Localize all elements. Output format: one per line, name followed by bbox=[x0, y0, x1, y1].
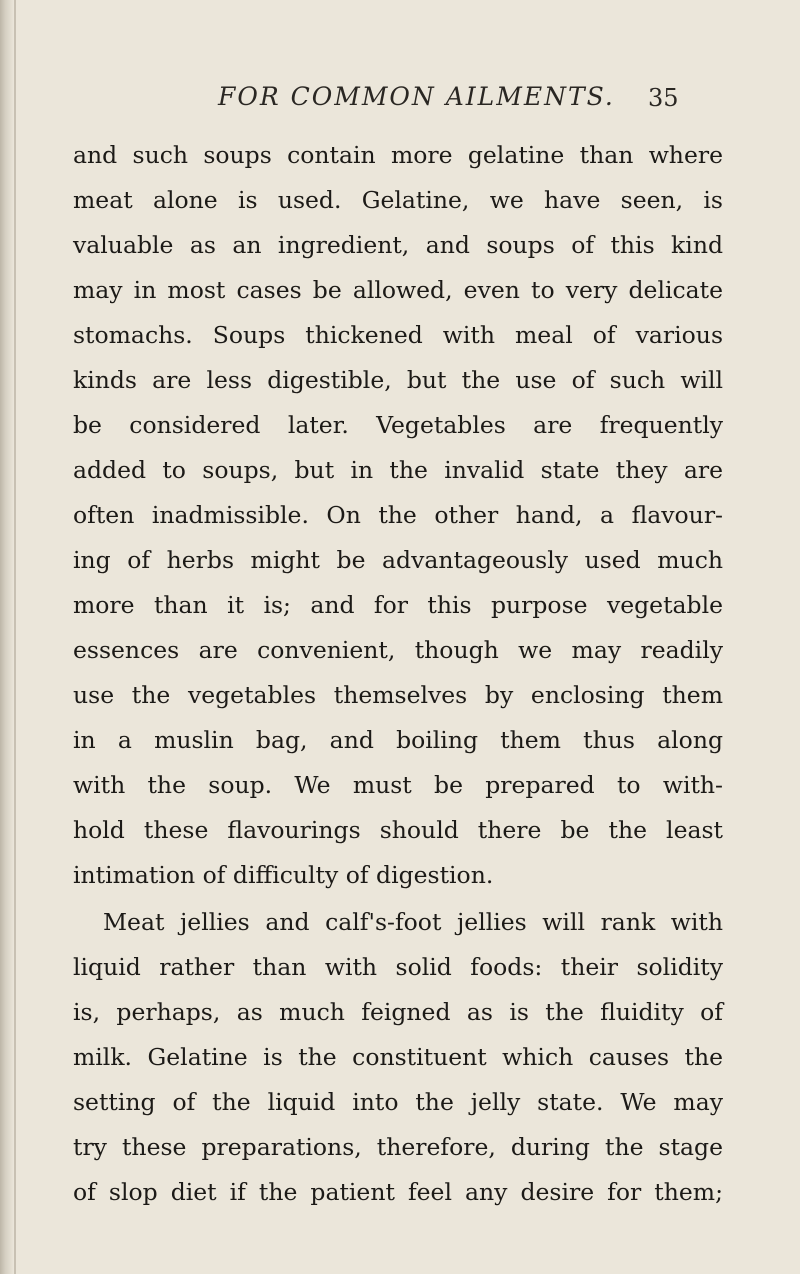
text-line: use the vegetables themselves by enclosing them bbox=[73, 681, 723, 709]
text-line: and such soups contain more gelatine than where bbox=[73, 141, 723, 169]
text-line: more than it is; and for this purpose vegetable bbox=[73, 591, 723, 619]
text-line: valuable as an ingredient, and soups of this kind bbox=[73, 231, 723, 259]
text-line: meat alone is used. Gelatine, we have seen, is bbox=[73, 186, 723, 214]
text-line: in a muslin bag, and boiling them thus along bbox=[73, 726, 723, 754]
text-line: of slop diet if the patient feel any desire for them; bbox=[73, 1178, 723, 1206]
text-line: try these preparations, therefore, during the stage bbox=[73, 1133, 723, 1161]
text-line: often inadmissible. On the other hand, a flavour- bbox=[73, 501, 723, 529]
page-binding-line bbox=[14, 0, 16, 1274]
text-line: be considered later. Vegetables are frequently bbox=[73, 411, 723, 439]
text-line: milk. Gelatine is the constituent which causes the bbox=[73, 1043, 723, 1071]
text-line: intimation of difficulty of digestion. bbox=[73, 861, 494, 889]
text-line: kinds are less digestible, but the use of such will bbox=[73, 366, 723, 394]
text-line: ing of herbs might be advantageously used much bbox=[73, 546, 723, 574]
text-line: liquid rather than with solid foods: their solidity bbox=[73, 953, 723, 981]
text-line: stomachs. Soups thickened with meal of various bbox=[73, 321, 723, 349]
page-binding-edge bbox=[0, 0, 14, 1274]
text-line: hold these flavourings should there be the least bbox=[73, 816, 723, 844]
text-line: with the soup. We must be prepared to with- bbox=[73, 771, 723, 799]
text-line: setting of the liquid into the jelly state. We may bbox=[73, 1088, 723, 1116]
text-line: may in most cases be allowed, even to very delicate bbox=[73, 276, 723, 304]
text-line: essences are convenient, though we may readily bbox=[73, 636, 723, 664]
page-number: 35 bbox=[648, 84, 679, 112]
running-title: FOR COMMON AILMENTS. bbox=[218, 82, 615, 111]
text-line: is, perhaps, as much feigned as is the fluidity of bbox=[73, 998, 723, 1026]
text-line: Meat jellies and calf's-foot jellies will rank with bbox=[103, 908, 723, 936]
text-line: added to soups, but in the invalid state they are bbox=[73, 456, 723, 484]
